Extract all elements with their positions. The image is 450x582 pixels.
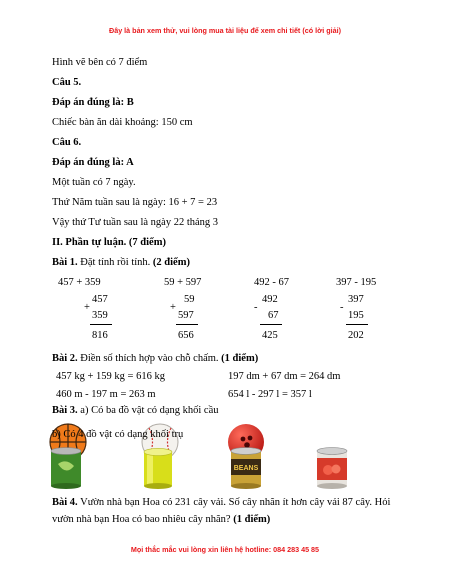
operator: - xyxy=(340,302,344,313)
tomato-can-icon xyxy=(314,446,350,490)
exercise-label: Bài 1. xyxy=(52,257,78,268)
exercise-2-title xyxy=(52,352,258,365)
answer-line: Đáp án đúng là: A xyxy=(52,157,134,168)
text-line: Chiếc bàn ăn dài khoảng: 150 cm xyxy=(52,117,193,128)
exercise-4-continued xyxy=(52,513,270,526)
operand-b: 67 xyxy=(268,310,279,321)
text-line: Một tuần có 7 ngày. xyxy=(52,177,136,188)
expression: 397 - 195 xyxy=(336,277,377,288)
operand-a: 59 xyxy=(184,294,195,305)
operator: + xyxy=(84,302,90,313)
result-rule xyxy=(346,324,368,325)
exercise-text: Vườn nhà bạn Hoa có 231 cây vải. Số cây nhãn ít hơn cây vải 87 cây. Hỏi xyxy=(80,497,391,508)
operand-a: 397 xyxy=(348,294,364,305)
operand-a: 492 xyxy=(262,294,278,305)
green-can-icon xyxy=(48,446,84,490)
fill-answer: 197 dm + 67 dm = 264 dm xyxy=(228,371,341,382)
exercise-label: Bài 4. xyxy=(52,497,78,508)
expression: 59 + 597 xyxy=(164,277,202,288)
fill-answer: 654 l - 297 l = 357 l xyxy=(228,389,312,400)
text-line: Vậy thứ Tư tuần sau là ngày 22 tháng 3 xyxy=(52,217,219,228)
fill-answer: 457 kg + 159 kg = 616 kg xyxy=(56,371,165,382)
result-rule xyxy=(260,324,282,325)
operator: + xyxy=(170,302,176,313)
exercise-text: Đặt tính rồi tính. xyxy=(80,257,151,268)
exercise-3b-text: b) Có 4 đồ vật có dạng khối trụ xyxy=(52,429,184,440)
can-label: BEANS xyxy=(233,465,259,472)
expression: 457 + 359 xyxy=(58,277,101,288)
exercise-label: Bài 2. xyxy=(52,353,78,364)
exercise-label: Bài 3. xyxy=(52,405,78,416)
exercise-4-title xyxy=(52,496,390,509)
exercise-text: Điền số thích hợp vào chỗ chấm. xyxy=(80,353,219,364)
exercise-points: (1 điểm) xyxy=(233,514,271,525)
operand-b: 359 xyxy=(92,310,108,321)
question-heading: Câu 6. xyxy=(52,137,82,148)
cylinder-images xyxy=(48,446,408,490)
beans-can-icon xyxy=(228,446,264,490)
result-rule xyxy=(90,324,112,325)
fill-answer: 460 m - 197 m = 263 m xyxy=(56,389,156,400)
preview-banner: Đây là bản xem thử, vui lòng mua tài liệu để xem chi tiết (có lời giải) xyxy=(109,26,341,35)
expression: 492 - 67 xyxy=(254,277,289,288)
result: 202 xyxy=(348,330,364,341)
result: 425 xyxy=(262,330,278,341)
exercise-1-title xyxy=(52,256,190,269)
exercise-text: a) Có ba đồ vật có dạng khối cầu xyxy=(80,405,219,416)
question-heading: Câu 5. xyxy=(52,77,82,88)
exercise-3-title xyxy=(52,404,219,417)
exercise-points: (2 điểm) xyxy=(152,257,190,268)
operand-a: 457 xyxy=(92,294,108,305)
result: 656 xyxy=(178,330,194,341)
text-line: Hình vẽ bên có 7 điểm xyxy=(52,57,148,68)
result: 816 xyxy=(92,330,108,341)
exercise-points: (1 điểm) xyxy=(221,353,259,364)
text-line: Thứ Năm tuần sau là ngày: 16 + 7 = 23 xyxy=(52,197,218,208)
result-rule xyxy=(176,324,198,325)
yellow-cylinder-icon xyxy=(140,446,176,490)
hotline-footer: Mọi thắc mắc vui lòng xin liên hệ hotline: 084 283 45 85 xyxy=(130,545,320,554)
answer-line: Đáp án đúng là: B xyxy=(52,97,134,108)
operator: - xyxy=(254,302,258,313)
exercise-text: vườn nhà bạn Hoa có bao nhiêu cây nhãn? xyxy=(52,514,231,525)
operand-b: 597 xyxy=(178,310,194,321)
section-heading: II. Phần tự luận. (7 điểm) xyxy=(52,237,166,248)
operand-b: 195 xyxy=(348,310,364,321)
